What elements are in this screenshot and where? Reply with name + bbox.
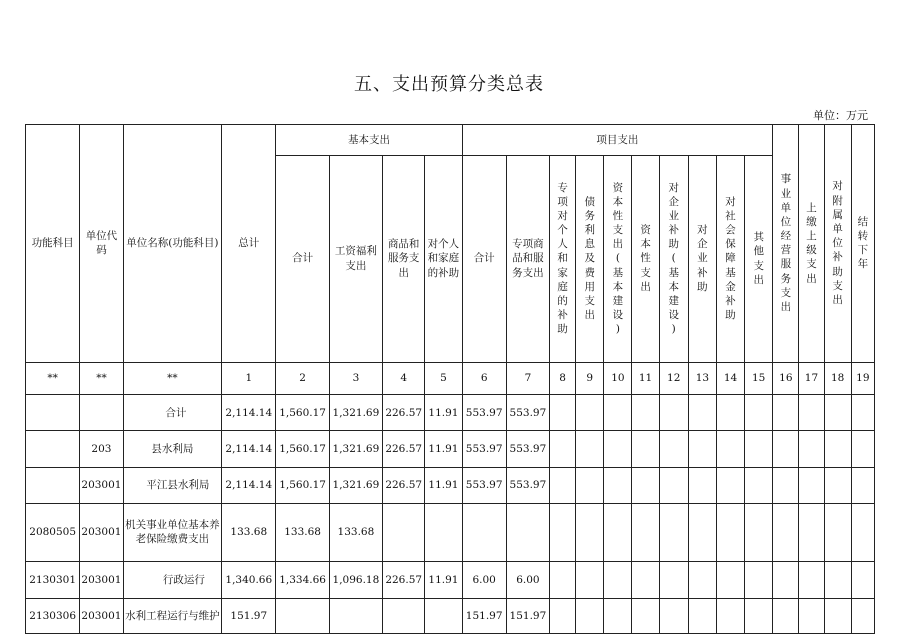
empty-cell [576,467,604,503]
proj-sum-cell: 553.97 [462,467,506,503]
header-char: 费 [584,266,595,279]
index-cell: ** [80,362,123,395]
empty-cell [716,598,744,633]
personal-cell: 11.91 [425,561,462,598]
empty-cell [799,561,824,598]
func-code-cell: 2080505 [26,503,80,561]
empty-cell [799,467,824,503]
proj-sum-cell: 6.00 [462,561,506,598]
header-char: 社 [725,209,736,222]
header-char: 性 [612,209,624,222]
empty-cell [824,431,851,467]
goods-cell [383,598,425,633]
table-row [26,467,875,503]
header-personal: 对个人和家庭的补助 [425,155,462,362]
header-basic: 基本支出 [276,125,462,156]
budget-table [25,124,875,634]
header-char: 家 [557,266,568,279]
header-basic-sum: 合计 [276,155,329,362]
personal-cell: 11.91 [425,431,462,467]
total-cell: 2,114.14 [222,467,276,503]
wages-cell [329,598,382,633]
goods-cell [383,503,425,561]
header-char: 单 [832,223,843,235]
empty-cell [773,503,799,561]
empty-cell [773,395,799,431]
header-char: 支 [753,259,764,272]
unit-name-cell: 平江县水利局 [123,467,222,503]
empty-cell [576,503,604,561]
empty-cell [851,395,874,431]
header-char: 的 [557,295,568,307]
header-char: 对 [725,195,736,208]
header-char: 补 [697,266,708,279]
func-code-cell [26,395,80,431]
header-char: 本 [640,238,651,251]
unit-name-cell: 县水利局 [123,431,222,467]
page-title: 五、支出预算分类总表 [354,74,544,95]
empty-cell [576,561,604,598]
index-cell: 16 [773,362,799,395]
unit-name-cell: 合计 [123,395,222,431]
header-project: 项目支出 [462,125,773,156]
header-total: 总计 [222,125,276,363]
index-cell: 1 [222,362,276,395]
total-cell: 2,114.14 [222,431,276,467]
proj-sum-cell: 151.97 [462,598,506,633]
index-row [26,362,875,395]
empty-cell [688,503,716,561]
index-cell: 13 [688,362,716,395]
empty-cell [824,598,851,633]
header-char: 附 [832,194,843,207]
goods-cell: 226.57 [383,467,425,503]
empty-cell [659,467,688,503]
header-char: 年 [857,258,869,271]
header-capital-build [604,155,632,362]
empty-cell [745,561,773,598]
header-char: 个 [557,224,568,237]
header-unit-code: 单位代码 [80,125,123,363]
empty-cell [716,395,744,431]
empty-cell [604,395,632,431]
unit-code-cell: 203001 [80,598,123,633]
personal-cell [425,598,462,633]
index-cell: ** [123,362,222,395]
goods-cell: 226.57 [383,395,425,431]
header-unit-name: 单位名称(功能科目) [123,125,222,363]
header-char: 对 [832,180,843,193]
header-char: 息 [584,238,595,251]
empty-cell [604,467,632,503]
header-char: ) [615,323,620,336]
empty-cell [824,561,851,598]
empty-cell [632,598,659,633]
empty-cell [659,395,688,431]
empty-cell [851,431,874,467]
header-char: 营 [780,244,792,257]
header-char: 支 [612,224,624,237]
personal-cell [425,503,462,561]
empty-cell [824,503,851,561]
unit-code-cell [80,395,123,431]
empty-cell [716,431,744,467]
basic-sum-cell: 1,334.66 [276,561,329,598]
header-char: 出 [753,273,764,286]
header-char: 基 [725,266,736,279]
header-char: 经 [780,230,792,243]
total-cell: 133.68 [222,503,276,561]
header-char: 务 [780,272,792,285]
header-char: 补 [725,295,736,307]
header-char: ( [671,252,676,265]
proj-goods-cell: 151.97 [506,598,549,633]
proj-sum-cell: 553.97 [462,431,506,467]
header-char: 金 [725,280,736,293]
empty-cell [773,561,799,598]
index-cell: 3 [329,362,382,395]
empty-cell [688,431,716,467]
personal-cell: 11.91 [425,395,462,431]
unit-name-cell: 机关事业单位基本养老保险缴费支出 [123,503,222,561]
proj-sum-cell: 553.97 [462,395,506,431]
func-code-cell: 2130301 [26,561,80,598]
empty-cell [550,431,576,467]
header-char: 位 [780,215,792,228]
header-char: 建 [668,295,679,307]
index-cell: 10 [604,362,632,395]
header-char: 属 [832,208,843,221]
empty-cell [773,431,799,467]
header-char: 性 [640,252,651,265]
index-cell: 6 [462,362,506,395]
header-char: 和 [557,252,568,265]
index-cell: 8 [550,362,576,395]
unit-code-cell: 203001 [80,503,123,561]
empty-cell [604,431,632,467]
header-char: 转 [857,230,869,243]
basic-sum-cell: 1,560.17 [276,467,329,503]
table-row [26,503,875,561]
header-char: 资 [612,181,624,194]
func-code-cell: 2130306 [26,598,80,633]
header-wages: 工资福利支出 [329,155,382,362]
header-business [773,125,799,363]
header-char: 助 [668,238,679,251]
index-cell: 9 [576,362,604,395]
index-cell: 18 [824,362,851,395]
header-capital [632,155,659,362]
header-char: 支 [780,286,792,299]
header-char: 出 [640,280,651,293]
header-char: 上 [806,230,817,243]
header-char: ( [615,252,620,265]
header-char: 补 [832,251,843,264]
total-cell: 1,340.66 [222,561,276,598]
header-enterprise [688,155,716,362]
header-char: 助 [832,265,843,278]
header-char: 保 [725,238,736,251]
index-cell: ** [26,362,80,395]
header-char: 下 [857,244,869,257]
goods-cell: 226.57 [383,431,425,467]
header-social [716,155,744,362]
table-row [26,561,875,598]
empty-cell [851,598,874,633]
header-char: 对 [697,224,708,237]
header-char: 其 [753,231,764,244]
empty-cell [604,598,632,633]
func-code-cell [26,467,80,503]
empty-cell [550,395,576,431]
header-char: 上 [806,201,817,214]
empty-cell [688,598,716,633]
empty-cell [632,467,659,503]
header-char: 设 [668,309,679,322]
wages-cell: 1,321.69 [329,431,382,467]
header-char: 本 [612,195,624,208]
func-code-cell [26,431,80,467]
wages-cell: 1,321.69 [329,395,382,431]
empty-cell [716,561,744,598]
header-char: 债 [584,195,595,208]
empty-cell [745,395,773,431]
basic-sum-cell: 133.68 [276,503,329,561]
index-cell: 12 [659,362,688,395]
header-row-1 [26,125,875,156]
header-char: 结 [857,215,869,228]
empty-cell [773,467,799,503]
empty-cell [659,503,688,561]
index-cell: 19 [851,362,874,395]
header-char: 障 [725,252,736,265]
header-char: 出 [584,309,595,322]
header-char: 事 [780,173,792,186]
empty-cell [824,395,851,431]
header-char: 缴 [806,215,817,228]
index-cell: 15 [745,362,773,395]
header-char: 对 [668,181,679,194]
empty-cell [550,598,576,633]
empty-cell [745,467,773,503]
header-char: 利 [584,224,595,237]
empty-cell [688,561,716,598]
header-char: 支 [640,266,651,279]
header-upper [799,125,824,363]
empty-cell [773,598,799,633]
total-cell: 151.97 [222,598,276,633]
header-proj-sum: 合计 [462,155,506,362]
empty-cell [632,561,659,598]
empty-cell [851,467,874,503]
proj-goods-cell: 553.97 [506,431,549,467]
empty-cell [632,431,659,467]
header-carryover [851,125,874,363]
header-char: 助 [557,323,568,336]
header-char: 支 [806,258,817,271]
header-char: 本 [668,280,679,293]
basic-sum-cell: 1,560.17 [276,395,329,431]
header-char: 庭 [557,280,568,293]
empty-cell [745,503,773,561]
empty-cell [716,503,744,561]
header-goods: 商品和服务支出 [383,155,425,362]
table-row [26,395,875,431]
empty-cell [851,561,874,598]
empty-cell [745,431,773,467]
table-row [26,598,875,633]
header-char: 用 [584,280,595,293]
table-row [26,431,875,467]
header-proj-goods: 专项商品和服务支出 [506,155,549,362]
index-cell: 17 [799,362,824,395]
header-char: 务 [584,209,595,222]
header-char: 服 [780,258,792,271]
empty-cell [632,395,659,431]
unit-code-cell: 203 [80,431,123,467]
empty-cell [659,561,688,598]
proj-goods-cell: 6.00 [506,561,549,598]
basic-sum-cell [276,598,329,633]
header-char: 支 [832,279,843,292]
empty-cell [716,467,744,503]
header-char: 企 [668,195,679,208]
empty-cell [604,561,632,598]
header-char: 支 [584,295,595,307]
empty-cell [745,598,773,633]
empty-cell [576,431,604,467]
empty-cell [604,503,632,561]
empty-cell [550,561,576,598]
empty-cell [576,598,604,633]
header-char: 基 [612,266,624,279]
header-char: 位 [832,237,843,250]
header-char: 设 [612,309,624,322]
header-char: 助 [697,280,708,293]
header-char: 对 [557,209,568,222]
empty-cell [576,395,604,431]
header-debt [576,155,604,362]
empty-cell [688,395,716,431]
empty-cell [799,503,824,561]
index-cell: 14 [716,362,744,395]
header-char: 出 [612,238,624,251]
header-char: 人 [557,238,568,251]
header-func-code: 功能科目 [26,125,80,363]
header-char: 业 [697,252,708,265]
unit-code-cell: 203001 [80,561,123,598]
header-char: 补 [668,224,679,237]
empty-cell [632,503,659,561]
header-char: 出 [780,300,792,313]
empty-cell [824,467,851,503]
header-char: 级 [806,244,817,257]
header-char: 企 [697,238,708,251]
wages-cell: 1,096.18 [329,561,382,598]
header-other [745,155,773,362]
basic-sum-cell: 1,560.17 [276,431,329,467]
index-cell: 7 [506,362,549,395]
index-cell: 4 [383,362,425,395]
empty-cell [659,598,688,633]
header-char: 助 [725,309,736,322]
header-char: 补 [557,309,568,322]
header-char: 本 [612,280,624,293]
header-char: 基 [668,266,679,279]
index-cell: 5 [425,362,462,395]
proj-sum-cell [462,503,506,561]
unit-label: 单位：万元 [813,109,868,122]
header-char: 及 [584,252,595,265]
header-enterprise-build [659,155,688,362]
proj-goods-cell: 553.97 [506,467,549,503]
header-char: 业 [780,187,792,200]
total-cell: 2,114.14 [222,395,276,431]
header-char: 出 [832,293,843,306]
unit-code-cell: 203001 [80,467,123,503]
proj-goods-cell: 553.97 [506,395,549,431]
index-cell: 11 [632,362,659,395]
header-char: 专 [557,181,568,194]
unit-name-cell: 行政运行 [123,561,222,598]
empty-cell [799,431,824,467]
personal-cell: 11.91 [425,467,462,503]
header-char: 项 [557,195,568,208]
header-char: 他 [753,245,764,258]
empty-cell [688,467,716,503]
index-cell: 2 [276,362,329,395]
header-proj-personal [550,155,576,362]
empty-cell [550,467,576,503]
header-char: 会 [725,224,736,237]
header-char: 单 [780,201,792,214]
header-char: 建 [612,295,624,307]
header-char: ) [671,323,676,336]
header-subsidiary [824,125,851,363]
header-char: 资 [640,224,651,237]
empty-cell [659,431,688,467]
header-char: 出 [806,272,817,285]
goods-cell: 226.57 [383,561,425,598]
proj-goods-cell [506,503,549,561]
wages-cell: 133.68 [329,503,382,561]
empty-cell [550,503,576,561]
empty-cell [799,395,824,431]
unit-name-cell: 水利工程运行与维护 [123,598,222,633]
wages-cell: 1,321.69 [329,467,382,503]
empty-cell [799,598,824,633]
empty-cell [851,503,874,561]
header-char: 业 [668,209,679,222]
